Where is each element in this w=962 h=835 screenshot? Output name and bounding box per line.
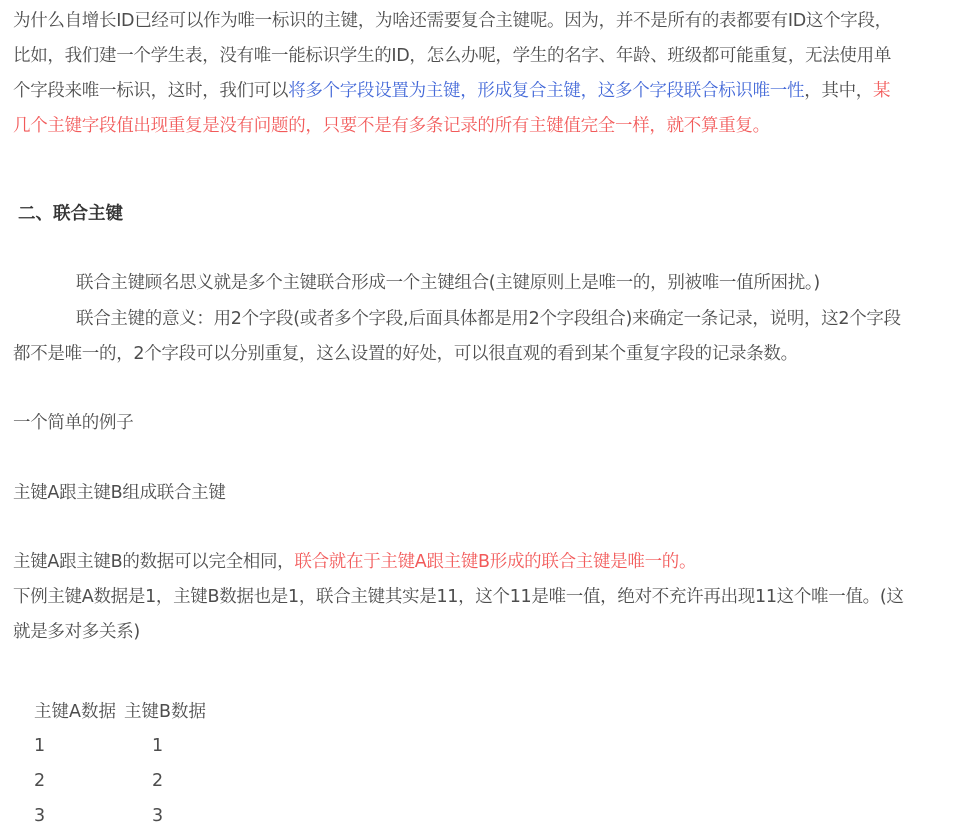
table-cell: 3	[152, 806, 164, 826]
table-header-cell: 主键A数据	[34, 702, 116, 722]
red-highlight-text: 某	[873, 81, 891, 101]
intro-line-1	[13, 9, 892, 33]
example-label	[13, 411, 133, 435]
example-line-1	[13, 585, 904, 609]
intro-text: 为什么自增长ID已经可以作为唯一标识的主键，为啥还需要复合主键呢。因为，并不是所有的表都要有ID这个字段，	[13, 11, 892, 31]
paragraph-1	[76, 271, 820, 295]
intro-line-4	[13, 114, 770, 138]
intro-text: 个字段来唯一标识，这时，我们可以	[13, 81, 289, 101]
table-cell: 3	[34, 806, 46, 826]
paragraph-text: 下例主键A数据是1，主键B数据也是1，联合主键其实是11，这个11是唯一值，绝对不充许再出现11这个唯一值。(这	[13, 587, 904, 607]
composite-key-label	[13, 481, 226, 505]
paragraph-2-line-1	[76, 307, 901, 331]
paragraph-2-line-2	[13, 342, 798, 366]
example-line-2	[13, 620, 140, 644]
table-cell: 1	[34, 736, 46, 756]
paragraph-text: 都不是唯一的，2个字段可以分别重复，这么设置的好处，可以很直观的看到某个重复字段的记录条数。	[13, 344, 798, 364]
paragraph-text: 主键A跟主键B组成联合主键	[13, 483, 226, 503]
table-cell: 2	[34, 771, 46, 791]
red-highlight-text: 联合就在于主键A跟主键B形成的联合主键是唯一的。	[294, 552, 697, 572]
table-cell: 1	[152, 736, 164, 756]
red-highlight-text: 几个主键字段值出现重复是没有问题的，只要不是有多条记录的所有主键值完全一样，就不算重复。	[13, 116, 770, 136]
blue-highlight-text: 将多个字段设置为主键，形成复合主键，这多个字段联合标识唯一性	[288, 81, 805, 101]
same-data-line	[13, 550, 696, 574]
paragraph-text: 就是多对多关系)	[13, 622, 140, 642]
table-cell: 2	[152, 771, 164, 791]
table-header-cell: 主键B数据	[124, 702, 207, 722]
paragraph-text: 主键A跟主键B的数据可以完全相同，	[13, 552, 295, 572]
intro-text: 比如，我们建一个学生表，没有唯一能标识学生的ID，怎么办呢，学生的名字、年龄、班级都可能重复，无法使用单	[13, 46, 892, 66]
paragraph-text: 联合主键顾名思义就是多个主键联合形成一个主键组合(主键原则上是唯一的，别被唯一值所困扰。)	[76, 273, 820, 293]
section-heading: 二、联合主键	[18, 204, 123, 224]
intro-line-2	[13, 44, 891, 68]
paragraph-text: 联合主键的意义：用2个字段(或者多个字段,后面具体都是用2个字段组合)来确定一条记录，说明，这2个字段	[76, 309, 901, 329]
intro-text: ，其中，	[804, 81, 874, 101]
intro-line-3	[13, 79, 890, 103]
paragraph-text: 一个简单的例子	[13, 413, 134, 433]
